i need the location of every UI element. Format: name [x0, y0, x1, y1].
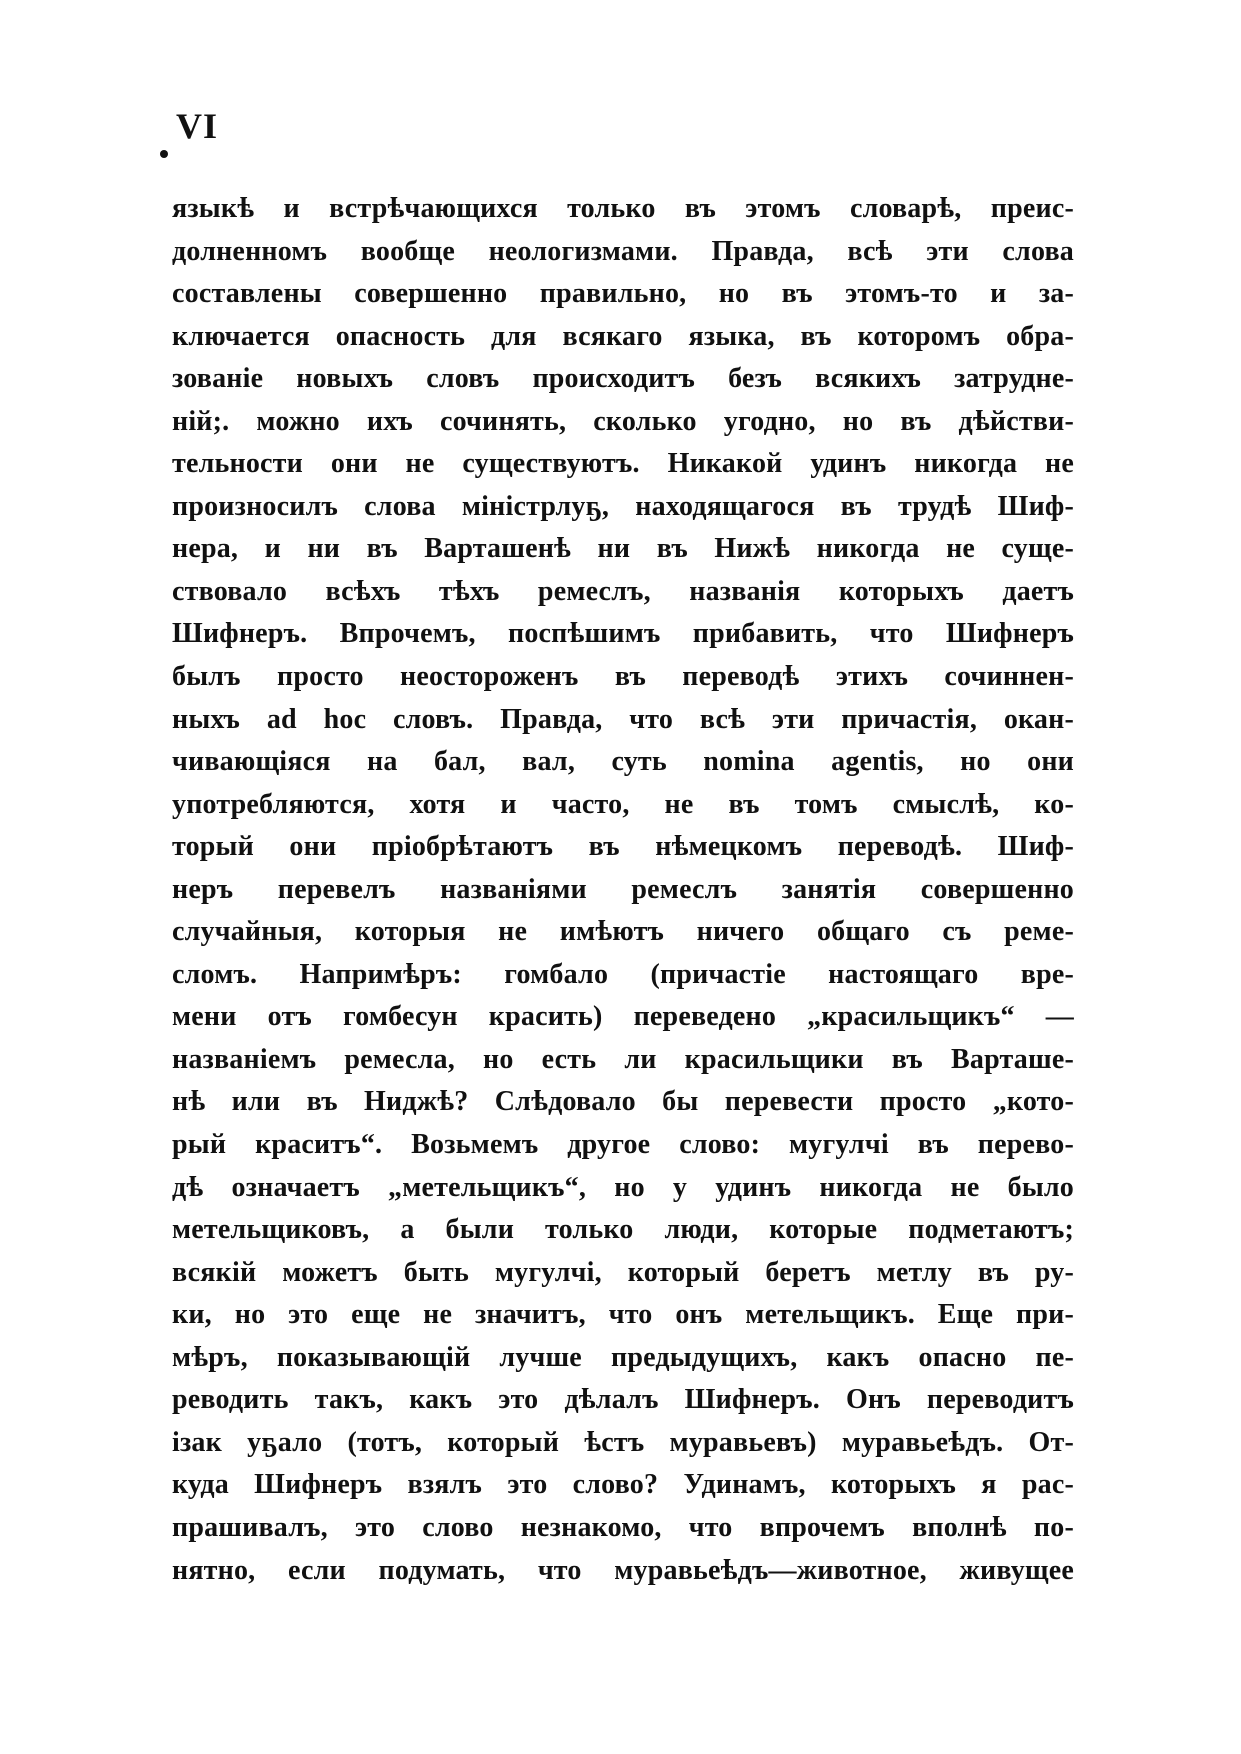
text-line: долненномъ вообще неологизмами. Правда, всѣ эти слова: [172, 235, 1074, 267]
text-line: нятно, если подумать, что муравьеѣдъ—животное, живущее: [172, 1554, 1074, 1586]
text-line: случайныя, которыя не имѣютъ ничего общаго съ реме-: [172, 916, 1074, 948]
text-line: произносилъ слова міністрлуҕ, находящагося въ трудѣ Шиф-: [172, 490, 1074, 522]
text-line: торый они пріобрѣтаютъ въ нѣмецкомъ переводѣ. Шиф-: [172, 831, 1074, 863]
text-line: неръ перевелъ названіями ремеслъ занятія совершенно: [172, 873, 1074, 905]
text-line: прашивалъ, это слово незнакомо, что впрочемъ вполнѣ по-: [172, 1511, 1074, 1543]
text-line: нѣ или въ Ниджѣ? Слѣдовало бы перевести просто „кото-: [172, 1086, 1074, 1118]
text-line: дѣ означаетъ „метельщикъ“, но у удинъ никогда не было: [172, 1171, 1074, 1203]
body-text: [172, 188, 1074, 1592]
text-line: ізак уҕало (тотъ, который ѣстъ муравьевъ) муравьеѣдъ. От-: [172, 1426, 1074, 1458]
page-dot-mark: [160, 150, 168, 158]
text-line: ключается опасность для всякаго языка, въ которомъ обра-: [172, 320, 1074, 352]
text-line: ки, но это еще не значитъ, что онъ метельщикъ. Еще при-: [172, 1299, 1074, 1331]
text-line: былъ просто неостороженъ въ переводѣ этихъ сочиннен-: [172, 661, 1074, 693]
text-line: реводить такъ, какъ это дѣлалъ Шифнеръ. Онъ переводитъ: [172, 1384, 1074, 1416]
text-line: рый краситъ“. Возьмемъ другое слово: мугулчі въ перево-: [172, 1129, 1074, 1161]
text-line: ствовало всѣхъ тѣхъ ремеслъ, названія которыхъ даетъ: [172, 575, 1074, 607]
text-line: ныхъ ad hoc словъ. Правда, что всѣ эти причастія, окан-: [172, 703, 1074, 735]
text-line: метельщиковъ, а были только люди, которые подметаютъ;: [172, 1214, 1074, 1246]
text-line: ній;. можно ихъ сочинять, сколько угодно, но въ дѣйстви-: [172, 405, 1074, 437]
text-line: тельности они не существуютъ. Никакой удинъ никогда не: [172, 448, 1074, 480]
text-line: куда Шифнеръ взялъ это слово? Удинамъ, которыхъ я рас-: [172, 1469, 1074, 1501]
text-line: языкѣ и встрѣчающихся только въ этомъ словарѣ, преис-: [172, 193, 1074, 224]
text-line: составлены совершенно правильно, но въ этомъ-то и за-: [172, 278, 1074, 310]
text-line: мени отъ гомбесун красить) переведено „красильщикъ“ —: [172, 1001, 1074, 1033]
text-line: зованіе новыхъ словъ происходитъ безъ всякихъ затрудне-: [172, 363, 1074, 395]
text-line: чивающіяся на бал, вал, суть nomina agentis, но они: [172, 746, 1074, 778]
text-line: сломъ. Напримѣръ: гомбало (причастіе настоящаго вре-: [172, 958, 1074, 990]
text-line: Шифнеръ. Впрочемъ, поспѣшимъ прибавить, что Шифнеръ: [172, 618, 1074, 650]
text-line: нера, и ни въ Варташенѣ ни въ Нижѣ никогда не суще-: [172, 533, 1074, 565]
page-number: VI: [176, 106, 219, 146]
text-line: всякій можетъ быть мугулчі, который беретъ метлу въ ру-: [172, 1256, 1074, 1288]
text-line: мѣръ, показывающій лучше предыдущихъ, какъ опасно пе-: [172, 1341, 1074, 1373]
text-line: названіемъ ремесла, но есть ли красильщики въ Варташе-: [172, 1043, 1074, 1075]
text-line: употребляются, хотя и часто, не въ томъ смыслѣ, ко-: [172, 788, 1074, 820]
